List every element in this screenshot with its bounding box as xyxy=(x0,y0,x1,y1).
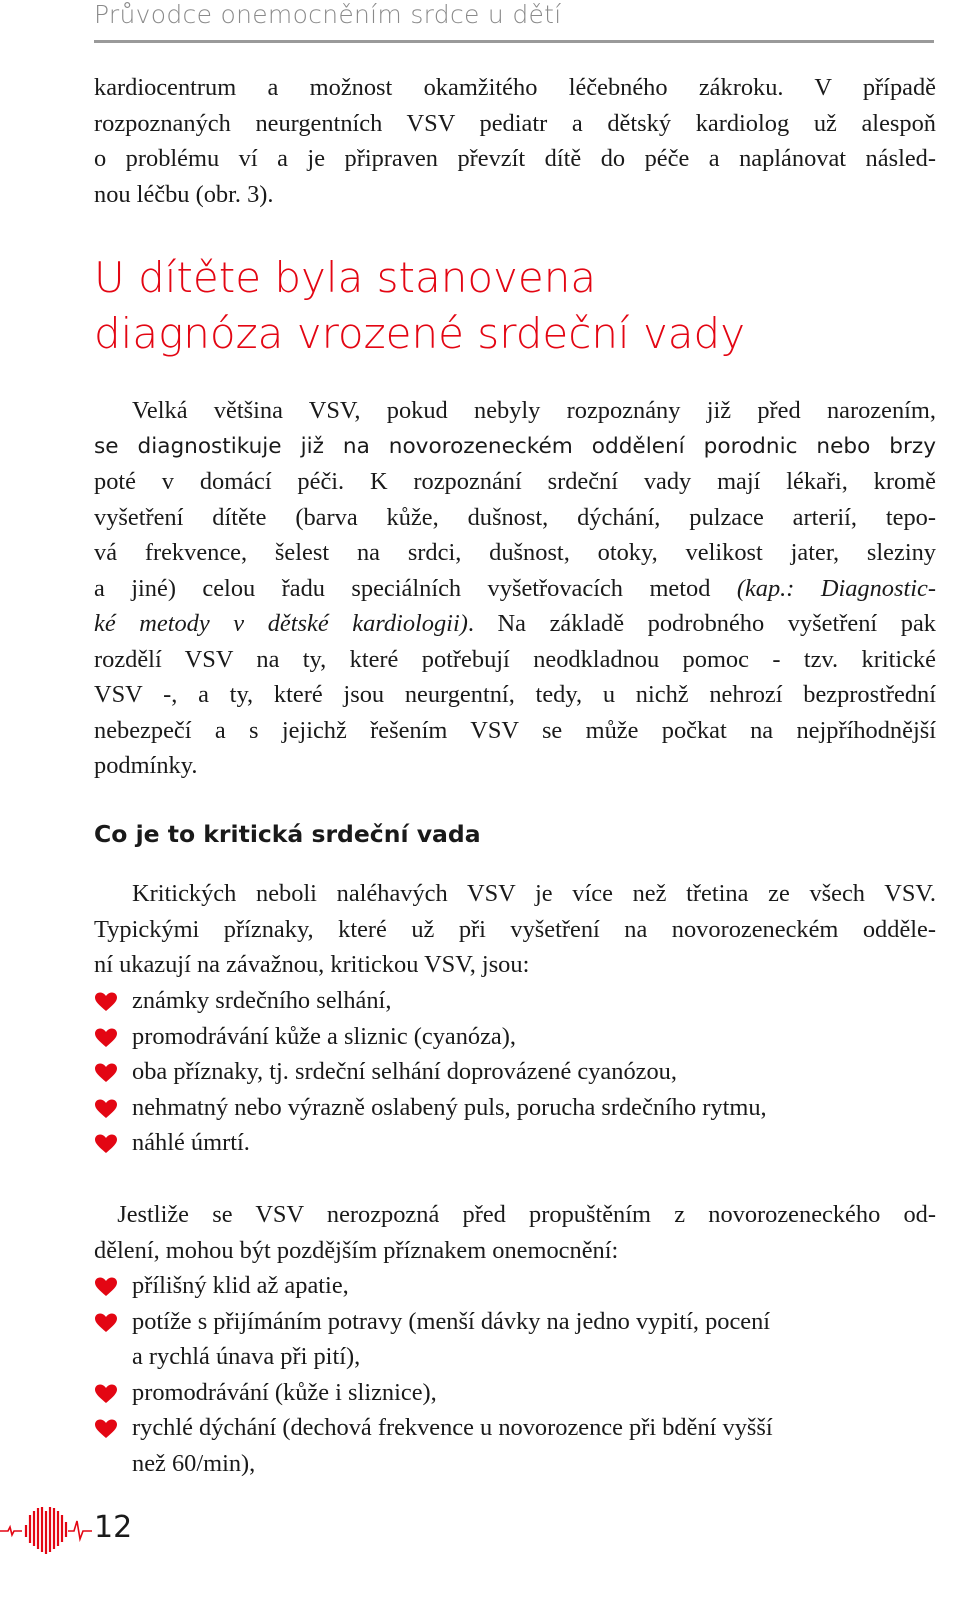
heart-icon xyxy=(94,1313,118,1333)
critical-intro-paragraph xyxy=(94,876,936,983)
running-header xyxy=(94,0,934,43)
diagnosis-paragraph xyxy=(94,393,936,784)
intro-line-1: kardiocentrum a možnost okamžitého léčebného zákroku. V případě xyxy=(94,74,936,101)
intro-line-4: nou léčbu (obr. 3). xyxy=(94,180,274,208)
intro-line-3: o problému ví a je připraven převzít dítě do péče a naplánovat násled- xyxy=(94,145,936,172)
list-item-text: promodrávání (kůže i sliznice), xyxy=(132,1378,437,1406)
para-line: poté v domácí péči. K rozpoznání srdeční vady mají lékaři, kromě xyxy=(94,468,936,495)
heart-icon xyxy=(94,1099,118,1119)
para-line: Typickými příznaky, které už při vyšetření na novorozeneckém odděle- xyxy=(94,915,936,943)
list-item-text: potíže s přijímáním potravy (menší dávky na jedno vypití, pocení xyxy=(132,1307,771,1335)
section-heading-line-1: U dítěte byla stanovena xyxy=(94,253,597,302)
para-line xyxy=(94,606,936,642)
para-line: vá frekvence, šelest na srdci, dušnost, otoky, velikost jater, sleziny xyxy=(94,539,936,566)
para-line: rozdělí VSV na ty, které potřebují neodkladnou pomoc - tzv. kritické xyxy=(94,645,936,673)
para-line xyxy=(94,571,936,607)
list-item-text: oba příznaky, tj. srdeční selhání doprovázené cyanózou, xyxy=(132,1058,677,1085)
heart-icon xyxy=(94,1134,118,1154)
section-heading xyxy=(94,250,745,362)
list-item-text: známky srdečního selhání, xyxy=(132,987,392,1014)
para-text: . Na základě podrobného vyšetření pak xyxy=(467,610,936,637)
page-number: 12 xyxy=(94,1510,133,1545)
list-item xyxy=(94,1019,936,1055)
list-item-text: a rychlá únava při pití), xyxy=(132,1343,361,1370)
late-symptoms-paragraph xyxy=(94,1197,936,1268)
list-item-text: rychlé dýchání (dechová frekvence u novorozence při bdění vyšší xyxy=(132,1414,773,1441)
heart-icon xyxy=(94,1277,118,1297)
intro-paragraph xyxy=(94,70,936,212)
late-symptoms-list xyxy=(94,1268,936,1481)
list-item-text: přílišný klid až apatie, xyxy=(132,1272,349,1299)
heart-icon xyxy=(94,1419,118,1439)
para-line: ní ukazují na závažnou, kritickou VSV, jsou: xyxy=(94,951,530,978)
para-line: Jestliže se VSV nerozpozná před propuštěním z novorozeneckého od- xyxy=(94,1201,936,1228)
list-item xyxy=(94,1125,936,1161)
heart-icon xyxy=(94,1028,118,1048)
para-line: vyšetření dítěte (barva kůže, dušnost, dýchání, pulzace arterií, tepo- xyxy=(94,503,936,531)
para-line: dělení, mohou být pozdějším příznakem onemocnění: xyxy=(94,1236,619,1264)
list-item-text: nehmatný nebo výrazně oslabený puls, porucha srdečního rytmu, xyxy=(132,1093,767,1121)
list-item-text: náhlé úmrtí. xyxy=(132,1129,250,1156)
para-line: VSV -, a ty, které jsou neurgentní, tedy, u nichž nehrozí bezprostřední xyxy=(94,681,936,708)
para-line: Velká většina VSV, pokud nebyly rozpoznány již před narozením, xyxy=(132,397,936,424)
para-text: a jiné) celou řadu speciálních vyšetřovacích metod xyxy=(94,574,737,602)
chapter-reference: ké metody v dětské kardiologii) xyxy=(94,610,468,637)
heart-icon xyxy=(94,1384,118,1404)
list-item xyxy=(94,983,936,1019)
list-item-text: než 60/min), xyxy=(132,1449,256,1477)
section-heading-line-2: diagnóza vrozené srdeční vady xyxy=(94,309,746,358)
list-item-text: promodrávání kůže a sliznic (cyanóza), xyxy=(132,1022,516,1050)
header-title: Průvodce onemocněním srdce u dětí xyxy=(94,0,562,29)
list-item xyxy=(94,1410,936,1481)
list-item xyxy=(94,1090,936,1126)
list-item xyxy=(94,1304,936,1375)
para-line: podmínky. xyxy=(94,752,198,779)
list-item xyxy=(94,1375,936,1411)
para-line: Kritických neboli naléhavých VSV je více než třetina ze všech VSV. xyxy=(132,880,936,907)
intro-line-2: rozpoznaných neurgentních VSV pediatr a dětský kardiolog už alespoň xyxy=(94,109,936,137)
list-item xyxy=(94,1054,936,1090)
critical-defect-subheading: Co je to kritická srdeční vada xyxy=(94,820,481,848)
para-line: se diagnostikuje již na novorozeneckém oddělení porodnic nebo brzy xyxy=(94,433,936,459)
chapter-reference: (kap.: Diagnostic- xyxy=(736,574,937,602)
list-item xyxy=(94,1268,936,1304)
heart-icon xyxy=(94,992,118,1012)
heart-ekg-logo xyxy=(0,1505,92,1555)
critical-symptoms-list xyxy=(94,983,936,1161)
heart-icon xyxy=(94,1063,118,1083)
para-line: nebezpečí a s jejichž řešením VSV se může počkat na nejpříhodnější xyxy=(94,716,936,744)
